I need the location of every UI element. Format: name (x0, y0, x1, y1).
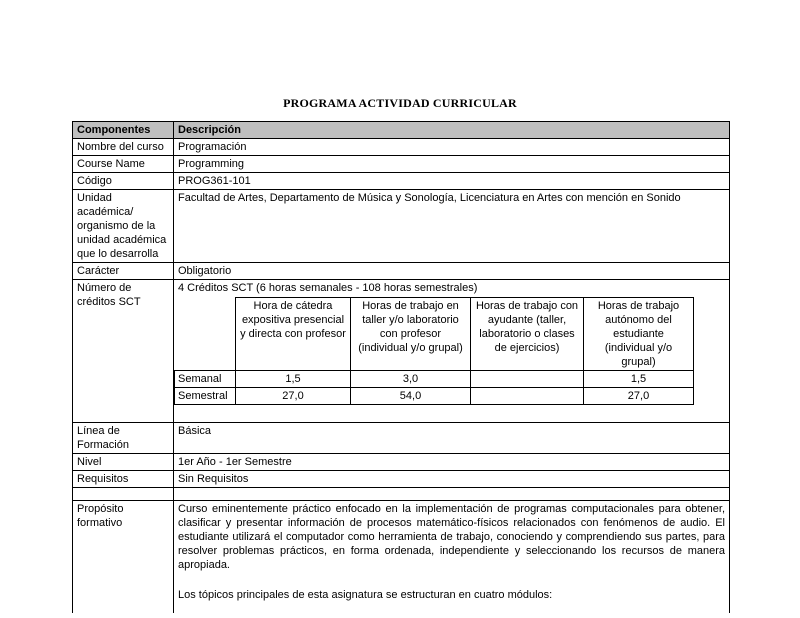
table-row-linea-de-formacion (73, 423, 730, 454)
table-row-unidad-academica (73, 190, 730, 263)
row-value: Obligatorio (174, 263, 730, 280)
table-row-nombre-del-curso (73, 139, 730, 156)
credits-value: 1,5 (236, 371, 351, 388)
row-label: Línea de Formación (73, 423, 174, 454)
row-value: 1er Año - 1er Semestre (174, 454, 730, 471)
credits-description-cell (174, 280, 730, 423)
row-label: Propósito formativo (73, 501, 174, 613)
table-row-proposito-formativo (73, 501, 730, 613)
table-row-requisitos (73, 471, 730, 488)
credits-header-row (175, 298, 694, 371)
credits-column-header: Horas de trabajo en taller y/o laboratorio con profesor (individual y/o grupal) (351, 298, 471, 371)
proposito-paragraph: Curso eminentemente práctico enfocado en la implementación de programas computacionales para obtener, clasificar y presentar información de procesos matemático-físicos relacionados con fenómenos de audio. El estudiante utilizará el computador como herramienta de trabajo, conociendo y comprendiendo sus partes, para resolver problemas prácticos, en forma ordenada, independiente y seleccionando los recursos de manera apropiada. (178, 503, 725, 571)
row-label: Unidad académica/ organismo de la unidad académica que lo desarrolla (73, 190, 174, 263)
table-row-course-name (73, 156, 730, 173)
document-title: PROGRAMA ACTIVIDAD CURRICULAR (283, 96, 517, 110)
credits-intro-text: 4 Créditos SCT (6 horas semanales - 108 horas semestrales) (178, 282, 478, 294)
curriculum-table (72, 121, 730, 613)
credits-column-header: Horas de trabajo autónomo del estudiante (individual y/o grupal) (584, 298, 694, 371)
credits-column-header: Horas de trabajo con ayudante (taller, laboratorio o clases de ejercicios) (471, 298, 584, 371)
credits-value: 1,5 (584, 371, 694, 388)
credits-value (471, 371, 584, 388)
row-label: Carácter (73, 263, 174, 280)
row-value (174, 501, 730, 613)
table-header-row (73, 122, 730, 139)
row-label: Course Name (73, 156, 174, 173)
spacer-cell (73, 488, 174, 501)
row-value: Programming (174, 156, 730, 173)
credits-column-header: Hora de cátedra expositiva presencial y directa con profesor (236, 298, 351, 371)
row-value: PROG361-101 (174, 173, 730, 190)
credits-value: 54,0 (351, 388, 471, 405)
credits-row-semanal (175, 371, 694, 388)
table-row-numero-de-creditos (73, 280, 730, 423)
column-header-descripcion: Descripción (174, 122, 730, 139)
credits-value: 3,0 (351, 371, 471, 388)
row-label: Nivel (73, 454, 174, 471)
row-value: Facultad de Artes, Departamento de Música y Sonología, Licenciatura en Artes con mención en Sonido (174, 190, 730, 263)
column-header-componentes: Componentes (73, 122, 174, 139)
credits-hours-table (174, 297, 694, 405)
row-label: Código (73, 173, 174, 190)
row-value: Programación (174, 139, 730, 156)
credits-value (471, 388, 584, 405)
table-row-nivel (73, 454, 730, 471)
credits-value: 27,0 (236, 388, 351, 405)
credits-value: 27,0 (584, 388, 694, 405)
proposito-topics-intro: Los tópicos principales de esta asignatura se estructuran en cuatro módulos: (178, 589, 553, 601)
row-label: Número de créditos SCT (73, 280, 174, 423)
table-row-spacer (73, 488, 730, 501)
table-row-codigo (73, 173, 730, 190)
row-label: Requisitos (73, 471, 174, 488)
credits-corner-cell (175, 298, 236, 371)
credits-row-label: Semanal (175, 371, 236, 388)
credits-row-semestral (175, 388, 694, 405)
credits-row-label: Semestral (175, 388, 236, 405)
spacer-cell (174, 488, 730, 501)
row-label: Nombre del curso (73, 139, 174, 156)
row-value: Sin Requisitos (174, 471, 730, 488)
table-row-caracter (73, 263, 730, 280)
row-value: Básica (174, 423, 730, 454)
